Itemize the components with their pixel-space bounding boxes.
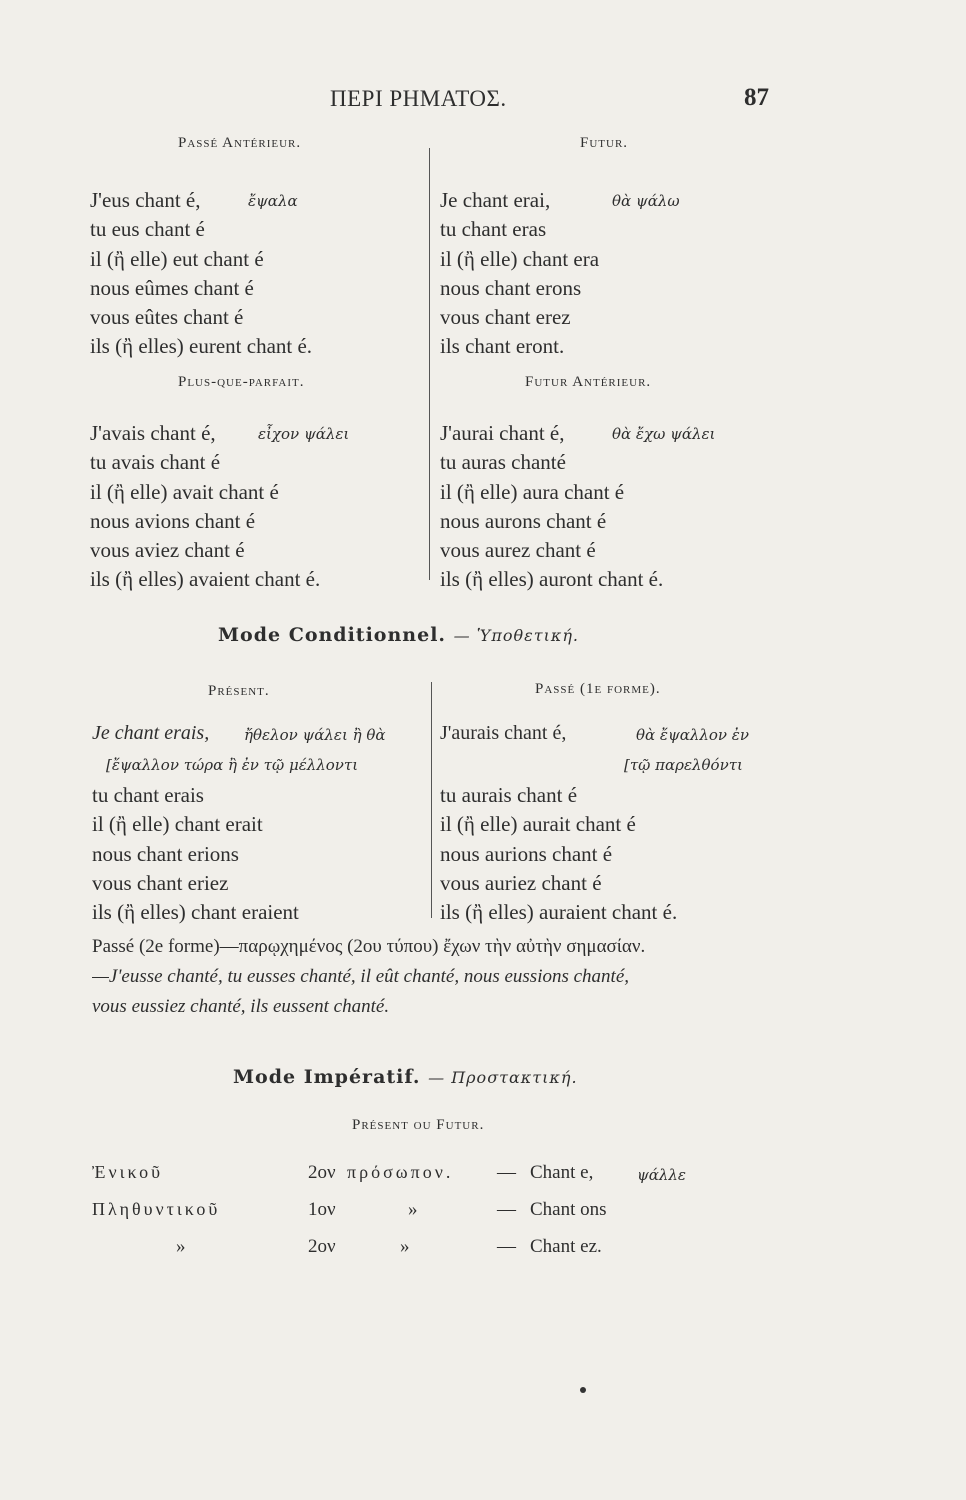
imp-word: »	[408, 1199, 418, 1220]
conj-line: vous chant eriez	[92, 870, 229, 895]
mode-conditionnel-title	[218, 624, 579, 646]
conj-line: il (ἢ elle) eut chant é	[90, 246, 264, 271]
conj-line: nous aurions chant é	[440, 841, 613, 866]
conj-line: J'aurai chant é,	[440, 421, 565, 445]
imp-person: 2ον	[308, 1236, 336, 1257]
conj-line: nous avions chant é	[90, 508, 256, 533]
heading-futur: Futur.	[580, 135, 629, 151]
conj-line: ils (ἢ elles) auraient chant é.	[440, 900, 678, 925]
futur-anterieur-list	[440, 419, 663, 595]
conj-line: tu chant eras	[440, 217, 547, 242]
imp-word: »	[400, 1236, 410, 1257]
conj-line: vous aurez chant é	[440, 538, 596, 563]
passe-2e-forme-line2: —J'eusse chanté, tu eusses chanté, il eût chanté, nous eussions chanté,	[92, 966, 630, 987]
heading-plus-que-parfait: Plus-que-parfait.	[178, 374, 305, 390]
greek-gloss: εἶχον ψάλει	[258, 425, 350, 443]
conj-line: ils (ἢ elles) avaient chant é.	[90, 567, 321, 592]
conj-line: J'avais chant é,	[90, 421, 216, 445]
greek-gloss: ἤθελον ψάλει ἢ θὰ	[244, 726, 386, 744]
cond-present-first: Je chant erais,	[92, 722, 210, 744]
conj-line: tu avais chant é	[90, 450, 221, 475]
imp-number: Ἐνικοῦ	[92, 1162, 164, 1182]
conj-line: il (ἢ elle) avait chant é	[90, 479, 279, 504]
conj-line: vous auriez chant é	[440, 870, 602, 895]
imp-dash: —	[497, 1199, 516, 1220]
imp-greek: ψάλλε	[637, 1166, 686, 1184]
greek-gloss: θὰ ἔχω ψάλει	[612, 425, 716, 443]
mode-greek: — Προστακτική.	[428, 1068, 578, 1087]
plus-que-parfait-list	[90, 419, 320, 595]
passe-2e-forme-line1: Passé (2e forme)—παρῳχημένος (2ου τύπου) ἔχων τὴν αὐτὴν σημασίαν.	[92, 936, 646, 957]
conj-line: ils chant eront.	[440, 334, 565, 359]
imp-number: »	[176, 1236, 186, 1257]
mode-title-text: Mode Conditionnel.	[218, 624, 447, 646]
imp-dash: —	[497, 1162, 516, 1183]
imp-number: Πληθυντικοῦ	[92, 1199, 221, 1219]
heading-cond-present: Présent.	[208, 683, 270, 699]
heading-imperatif: Présent ou Futur.	[352, 1117, 485, 1133]
conj-line: il (ἢ elle) chant era	[440, 246, 600, 271]
greek-gloss: ἔψαλα	[248, 192, 298, 210]
conj-line: Je chant erai,	[440, 188, 551, 212]
conj-line: J'eus chant é,	[90, 188, 201, 212]
conj-line: il (ἢ elle) aurait chant é	[440, 812, 636, 837]
imp-dash: —	[497, 1236, 516, 1257]
conj-line: ils (ἢ elles) auront chant é.	[440, 567, 664, 592]
mode-imperatif-title	[233, 1066, 578, 1088]
greek-gloss: θὰ ψάλω	[612, 192, 680, 210]
conj-line: vous aviez chant é	[90, 538, 245, 563]
imp-form: Chant ez.	[530, 1236, 602, 1257]
mode-greek: — Ὑποθετική.	[453, 626, 580, 645]
conj-line: tu aurais chant é	[440, 783, 578, 807]
running-head: ΠΕΡΙ ΡΗΜΑΤΟΣ.	[330, 86, 507, 111]
imp-form: Chant e,	[530, 1162, 594, 1183]
cond-passe-first: J'aurais chant é,	[440, 722, 567, 744]
conj-line: nous eûmes chant é	[90, 275, 254, 300]
heading-cond-passe: Passé (1e forme).	[535, 681, 661, 697]
conj-line: nous aurons chant é	[440, 508, 607, 533]
conj-line: ils (ἢ elles) eurent chant é.	[90, 334, 313, 359]
greek-gloss: [ἔψαλλον τώρα ἢ ἐν τῷ μέλλοντι	[106, 756, 359, 774]
greek-gloss: [τῷ παρελθόντι	[624, 756, 743, 774]
mode-title-text: Mode Impératif.	[233, 1066, 421, 1088]
conj-line: il (ἢ elle) chant erait	[92, 812, 263, 837]
page-number: 87	[744, 84, 769, 111]
conj-line: vous eûtes chant é	[90, 305, 244, 330]
cond-present-list	[92, 780, 299, 926]
passe-2e-forme-line3: vous eussiez chanté, ils eussent chanté.	[92, 996, 390, 1017]
imp-person: 2ον	[308, 1162, 336, 1183]
conj-line: nous chant erons	[440, 275, 582, 300]
imp-word: πρόσωπον.	[347, 1162, 454, 1182]
column-divider	[431, 682, 432, 918]
conj-line: tu auras chanté	[440, 450, 566, 475]
greek-gloss: θὰ ἔψαλλον ἐν	[636, 726, 749, 744]
conj-line: ils (ἢ elles) chant eraient	[92, 900, 299, 925]
futur-list	[440, 186, 599, 362]
passe-anterieur-list	[90, 186, 312, 362]
column-divider	[429, 148, 430, 580]
heading-futur-anterieur: Futur Antérieur.	[525, 374, 652, 390]
conj-line: tu chant erais	[92, 783, 204, 807]
conj-line: nous chant erions	[92, 841, 239, 866]
print-dot	[580, 1387, 586, 1393]
imp-form: Chant ons	[530, 1199, 607, 1220]
conj-line: vous chant erez	[440, 305, 571, 330]
cond-passe-list	[440, 780, 677, 926]
conj-line: il (ἢ elle) aura chant é	[440, 479, 625, 504]
imp-person: 1ον	[308, 1199, 336, 1220]
heading-passe-anterieur: Passé Antérieur.	[178, 135, 302, 151]
conj-line: tu eus chant é	[90, 217, 205, 242]
